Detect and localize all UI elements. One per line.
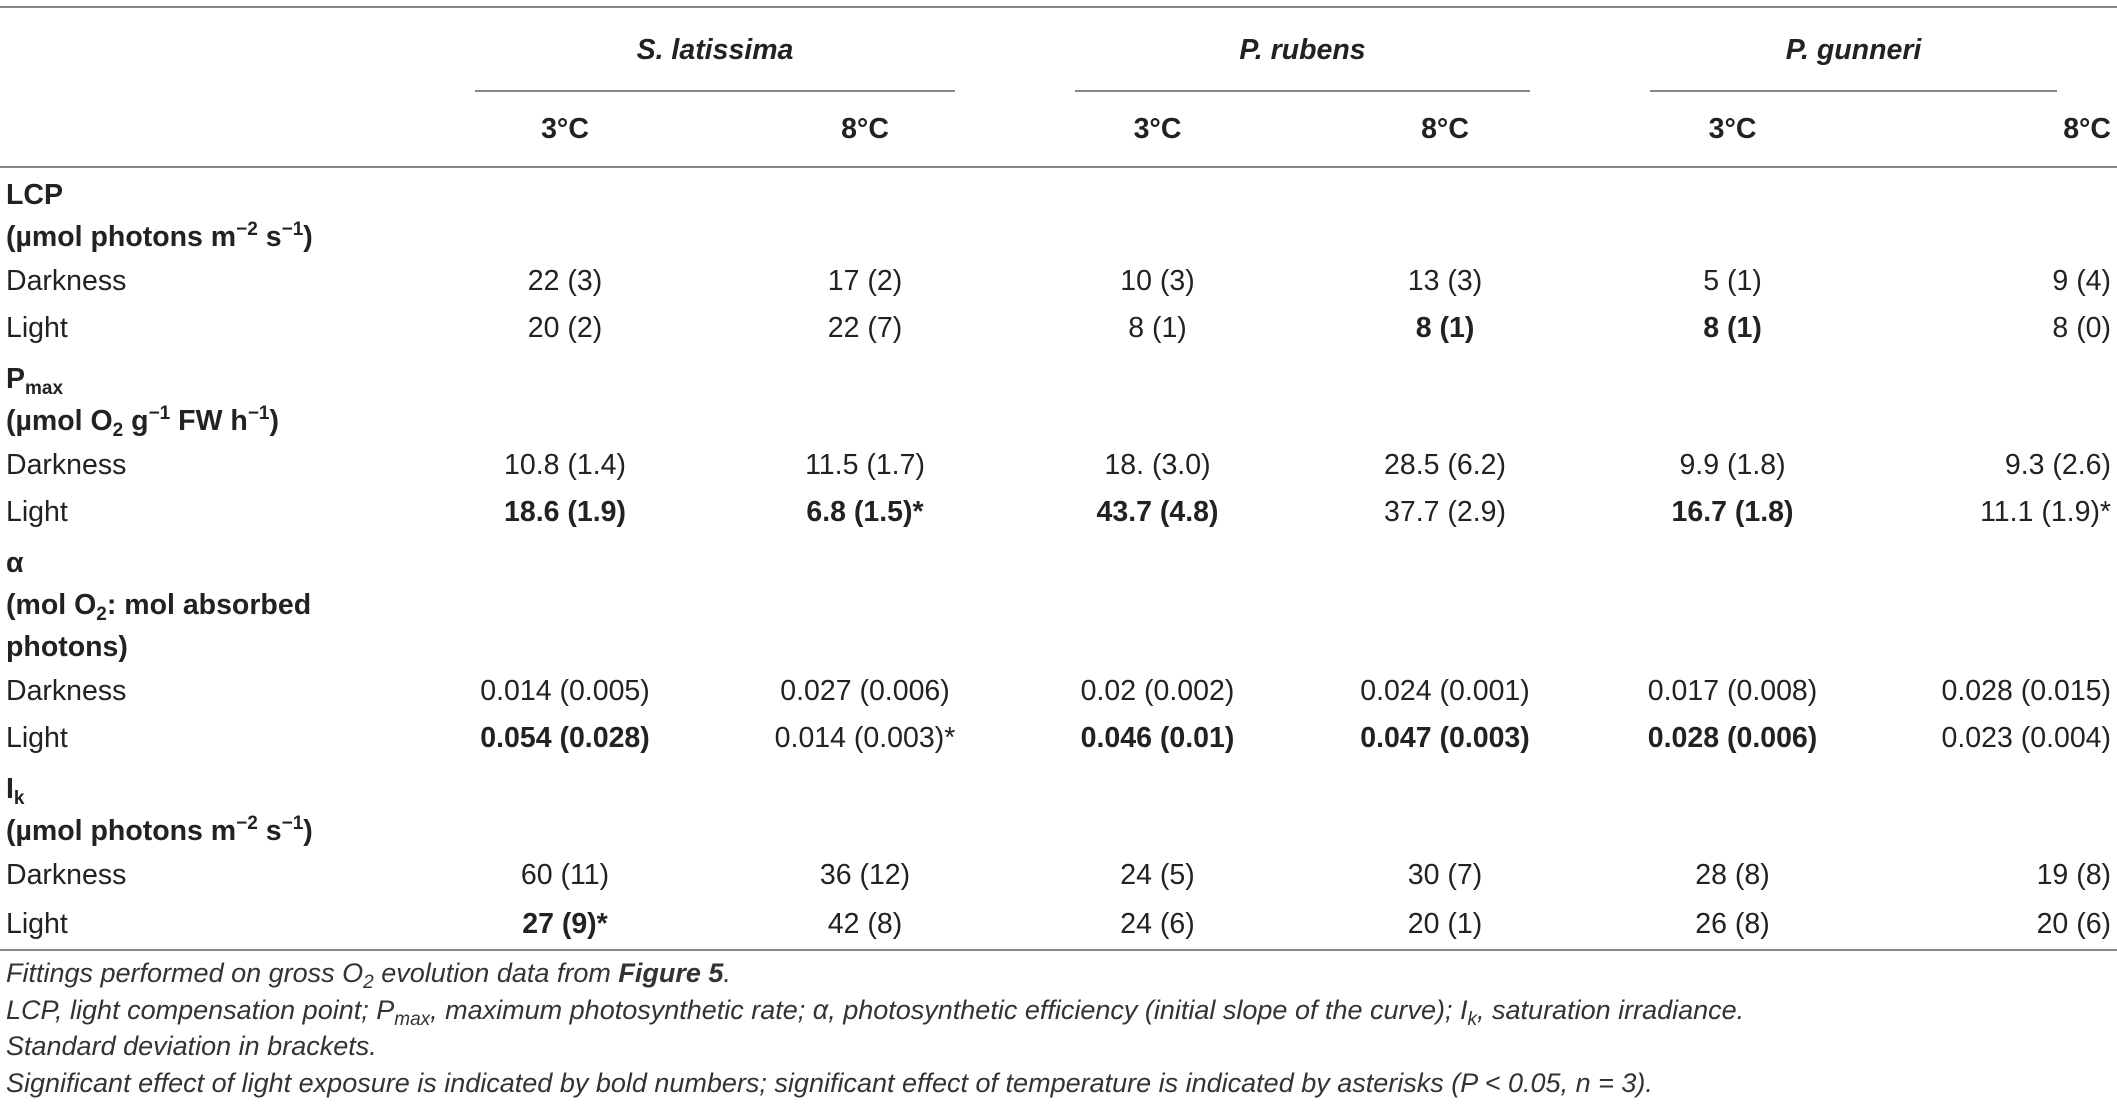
footnote-standard-deviation: Standard deviation in brackets.	[6, 1031, 377, 1061]
table-row	[0, 899, 2117, 950]
species-header-p-gunneri: P. gunneri	[1590, 7, 2117, 92]
value-cell: 19 (8)	[2036, 859, 2112, 891]
condition-label: Darkness	[6, 449, 127, 481]
value-cell: 10.8 (1.4)	[504, 449, 626, 481]
value-cell: 20 (6)	[1875, 899, 2117, 950]
table-row	[0, 305, 2117, 352]
value-cell: 11.5 (1.7)	[805, 449, 925, 481]
header-empty-cell	[0, 92, 415, 167]
value-cell: 37.7 (2.9)	[1384, 496, 1506, 528]
param-label-row-alpha	[0, 536, 2117, 668]
value-cell: 0.023 (0.004)	[1941, 722, 2112, 754]
value-cell: 10 (3)	[1120, 265, 1195, 297]
value-cell: 18. (3.0)	[1104, 449, 1211, 481]
value-cell: 13 (3)	[1407, 265, 1483, 297]
condition-label: Light	[0, 899, 415, 950]
value-cell: 27 (9)*	[415, 899, 715, 950]
param-label-pmax: $P_{max}$ (µmol $O_2$ $g^{-1}$ FW $h^{-1}$)	[6, 363, 279, 441]
value-cell: 16.7 (1.8)	[1671, 496, 1794, 528]
value-cell: 0.028 (0.006)	[1647, 722, 1818, 754]
value-cell: 0.02 (0.002)	[1080, 675, 1235, 707]
footnote-fittings: Fittings performed on gross $O_2$ evolution data from Figure 5.	[6, 958, 731, 993]
value-cell: 0.024 (0.001)	[1360, 675, 1530, 707]
condition-label: Darkness	[6, 265, 127, 297]
temp-header: 8°C	[1300, 92, 1590, 167]
value-cell: 20 (2)	[527, 312, 603, 344]
condition-label: Darkness	[6, 675, 127, 707]
temp-header: 3°C	[1015, 92, 1300, 167]
table-row	[0, 258, 2117, 305]
table-row	[0, 668, 2117, 715]
value-cell: 24 (5)	[1120, 859, 1195, 891]
temp-header: 3°C	[1590, 92, 1875, 167]
value-cell: 22 (3)	[527, 265, 603, 297]
value-cell: 9 (4)	[2052, 265, 2112, 297]
param-label-row-ik	[0, 762, 2117, 852]
value-cell: 0.027 (0.006)	[780, 675, 950, 707]
species-header-p-rubens: P. rubens	[1015, 7, 1590, 92]
value-cell: 22 (7)	[827, 312, 903, 344]
value-cell: 24 (6)	[1015, 899, 1300, 950]
value-cell: 8 (1)	[1703, 312, 1762, 344]
value-cell: 6.8 (1.5)*	[806, 496, 924, 528]
value-cell: 60 (11)	[520, 859, 610, 891]
temp-header: 8°C	[1875, 92, 2117, 167]
value-cell: 0.028 (0.015)	[1941, 675, 2112, 707]
species-header-s-latissima: S. latissima	[415, 7, 1015, 92]
temp-header: 3°C	[415, 92, 715, 167]
value-cell: 42 (8)	[715, 899, 1015, 950]
table-row	[0, 852, 2117, 899]
value-cell: 43.7 (4.8)	[1096, 496, 1219, 528]
temp-header: 8°C	[715, 92, 1015, 167]
value-cell: 0.014 (0.005)	[480, 675, 650, 707]
condition-label: Light	[6, 312, 68, 344]
species-header-row	[0, 7, 2117, 92]
value-cell: 26 (8)	[1590, 899, 1875, 950]
value-cell: 18.6 (1.9)	[504, 496, 626, 528]
condition-label: Darkness	[6, 859, 127, 891]
param-label-row-lcp	[0, 167, 2117, 258]
value-cell: 20 (1)	[1300, 899, 1590, 950]
value-cell: 0.046 (0.01)	[1080, 722, 1235, 754]
value-cell: 17 (2)	[827, 265, 903, 297]
value-cell: 0.047 (0.003)	[1360, 722, 1530, 754]
value-cell: 0.017 (0.008)	[1647, 675, 1818, 707]
footnote-abbreviations: LCP, light compensation point; $P_{max}$, maximum photosynthetic rate; α, photosynthetic efficiency (initial slope of the curve); $I_k$, saturation irradiance.	[6, 994, 1745, 1030]
value-cell: 28 (8)	[1695, 859, 1770, 891]
value-cell: 0.054 (0.028)	[480, 722, 650, 754]
figure-reference-link[interactable]: Figure 5	[618, 958, 724, 988]
table-row	[0, 489, 2117, 536]
condition-label: Light	[6, 496, 68, 528]
value-cell: 28.5 (6.2)	[1384, 449, 1506, 481]
value-cell: 5 (1)	[1703, 265, 1762, 297]
value-cell: 11.1 (1.9)*	[1980, 496, 2112, 528]
param-label-row-pmax	[0, 352, 2117, 442]
value-cell: 8 (1)	[1128, 312, 1187, 344]
table-row	[0, 442, 2117, 489]
param-label-alpha: α (mol $O_2$: mol absorbed photons)	[6, 547, 312, 663]
param-label-lcp: LCP (µmol photons $m^{-2}$ $s^{-1}$)	[6, 179, 313, 253]
param-label-ik: $I_k$ (µmol photons $m^{-2}$ $s^{-1}$)	[6, 773, 313, 847]
table-row	[0, 715, 2117, 762]
value-cell: 30 (7)	[1407, 859, 1483, 891]
condition-label: Light	[6, 722, 68, 754]
photosynthesis-parameters-table	[0, 6, 2117, 951]
header-empty-cell	[0, 7, 415, 92]
footnote-significance: Significant effect of light exposure is indicated by bold numbers; significant effect of temperature is indicated by asterisks (P < 0.05, n = 3).	[6, 1067, 1653, 1098]
value-cell: 0.014 (0.003)*	[774, 722, 956, 754]
table-footnotes	[6, 955, 1744, 1101]
value-cell: 36 (12)	[819, 859, 911, 891]
value-cell: 9.3 (2.6)	[2004, 449, 2112, 481]
value-cell: 8 (1)	[1415, 312, 1475, 344]
value-cell: 8 (0)	[2052, 312, 2112, 344]
value-cell: 9.9 (1.8)	[1679, 449, 1786, 481]
temperature-header-row	[0, 92, 2117, 167]
